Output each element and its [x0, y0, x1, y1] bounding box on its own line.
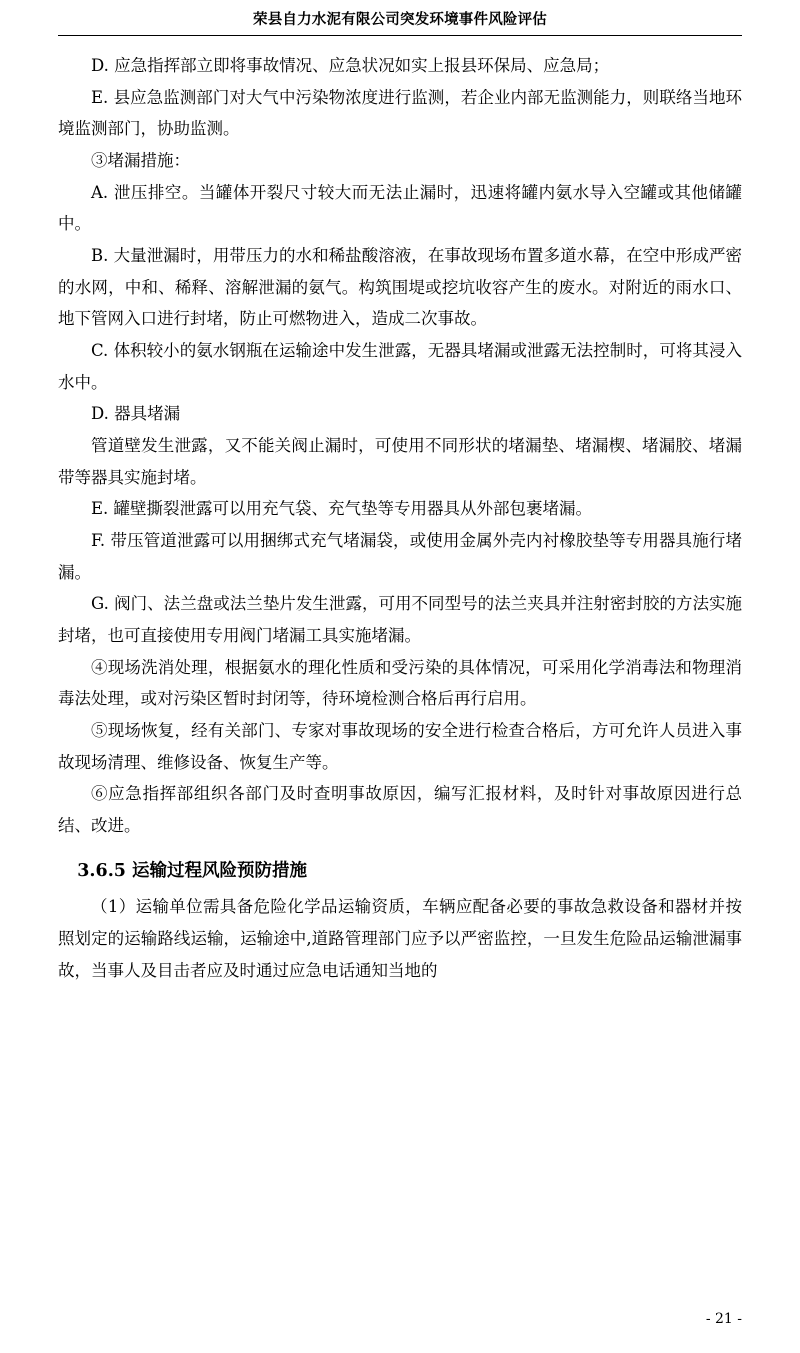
paragraph: C. 体积较小的氨水钢瓶在运输途中发生泄露，无器具堵漏或泄露无法控制时，可将其浸入水中。	[58, 341, 742, 392]
document-body	[58, 36, 742, 986]
page-number: - 21 -	[705, 1311, 742, 1327]
paragraph: ⑥应急指挥部组织各部门及时查明事故原因，编写汇报材料，及时针对事故原因进行总结、改进。	[58, 784, 742, 836]
header-title: 荣县自力水泥有限公司突发环境事件风险评估	[253, 11, 547, 28]
paragraph: ④现场洗消处理，根据氨水的理化性质和受污染的具体情况，可采用化学消毒法和物理消毒法处理，或对污染区暂时封闭等，待环境检测合格后再行启用。	[58, 657, 742, 709]
paragraph: B. 大量泄漏时，用带压力的水和稀盐酸溶液，在事故现场布置多道水幕，在空中形成严密的水网，中和、稀释、溶解泄漏的氨气。构筑围堤或挖坑收容产生的废水。对附近的雨水口、地下管网入口进行封堵，防止可燃物进入，造成二次事故。	[58, 246, 742, 329]
paragraph: ③堵漏措施：	[91, 151, 190, 171]
paragraph: D. 应急指挥部立即将事故情况、应急状况如实上报县环保局、应急局；	[91, 56, 610, 75]
paragraph: 管道壁发生泄露，又不能关阀止漏时，可使用不同形状的堵漏垫、堵漏楔、堵漏胶、堵漏带等器具实施封堵。	[58, 436, 742, 487]
page-header	[58, 0, 742, 33]
paragraph: F. 带压管道泄露可以用捆绑式充气堵漏袋，或使用金属外壳内衬橡胶垫等专用器具施行堵漏。	[58, 531, 742, 582]
section-heading: 3.6.5 运输过程风险预防措施	[77, 860, 308, 881]
paragraph: D. 器具堵漏	[91, 404, 181, 424]
paragraph: E. 县应急监测部门对大气中污染物浓度进行监测，若企业内部无监测能力，则联络当地环境监测部门，协助监测。	[58, 87, 742, 139]
paragraph: E. 罐壁撕裂泄露可以用充气袋、充气垫等专用器具从外部包裹堵漏。	[91, 499, 593, 519]
paragraph: A. 泄压排空。当罐体开裂尺寸较大而无法止漏时，迅速将罐内氨水导入空罐或其他储罐中。	[58, 182, 742, 234]
paragraph: ⑤现场恢复，经有关部门、专家对事故现场的安全进行检查合格后，方可允许人员进入事故现场清理、维修设备、恢复生产等。	[58, 721, 742, 772]
paragraph: （1）运输单位需具备危险化学品运输资质，车辆应配备必要的事故急救设备和器材并按照划定的运输路线运输，运输途中,道路管理部门应予以严密监控，一旦发生危险品运输泄漏事故，当事人及目击者应及时通过应急电话通知当地的	[58, 897, 742, 980]
paragraph: G. 阀门、法兰盘或法兰垫片发生泄露，可用不同型号的法兰夹具并注射密封胶的方法实施封堵，也可直接使用专用阀门堵漏工具实施堵漏。	[58, 594, 742, 646]
